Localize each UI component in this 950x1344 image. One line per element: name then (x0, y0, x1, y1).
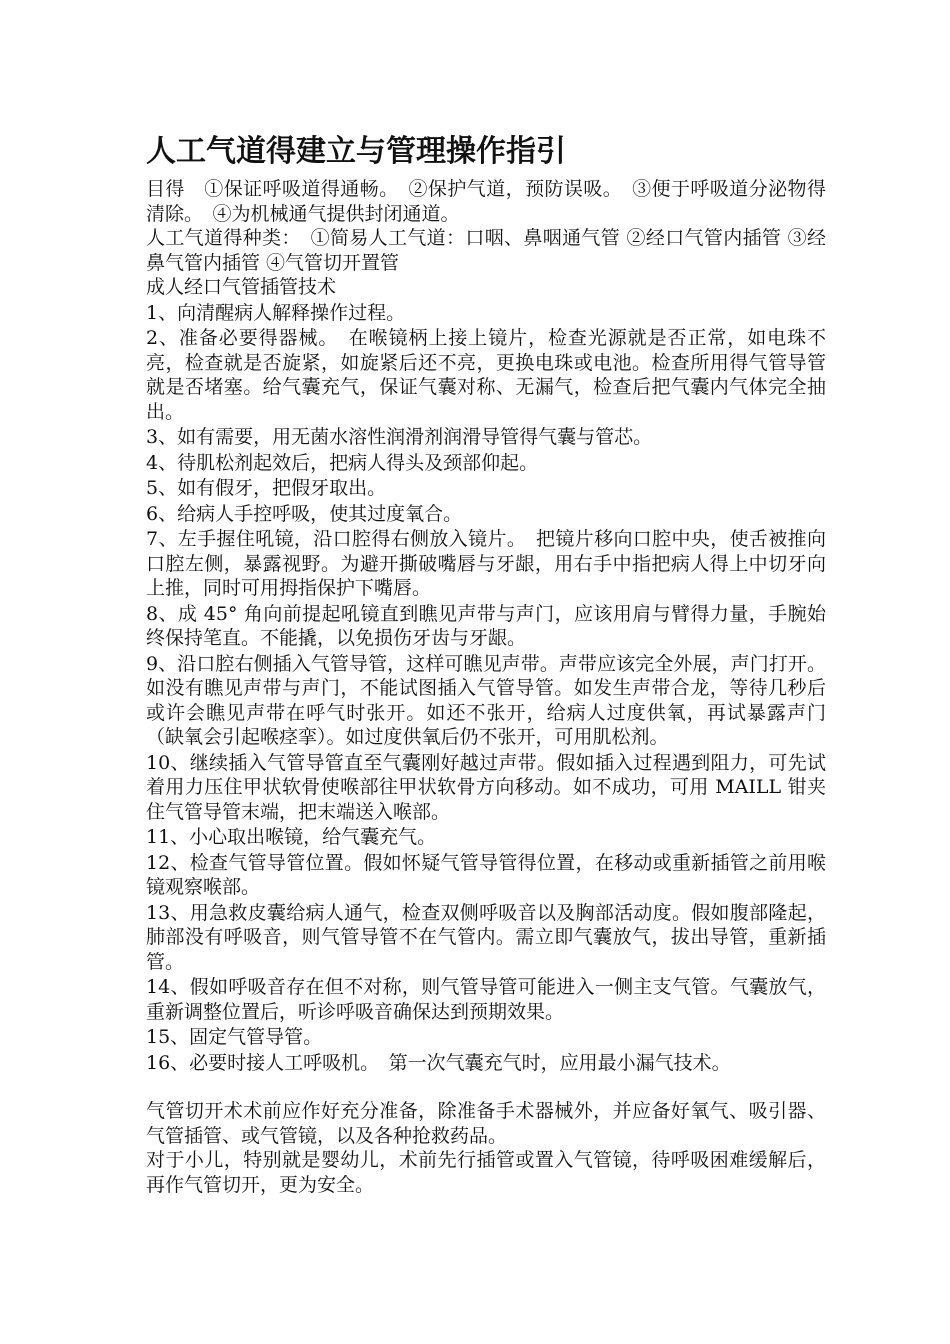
step-12: 12、检查气管导管位置。假如怀疑气管导管得位置，在移动或重新插管之前用喉镜观察喉部。 (146, 851, 826, 898)
step-2: 2、准备必要得器械。 在喉镜柄上接上镜片，检查光源就是否正常，如电珠不亮，检查就是否旋紧，如旋紧后还不亮，更换电珠或电池。检查所用得气管导管就是否堵塞。给气囊充气，保证气囊对称、无漏气，检查后把气囊内气体完全抽出。 (146, 327, 826, 423)
step-5: 5、如有假牙，把假牙取出。 (146, 477, 387, 499)
step-6: 6、给病人手控呼吸，使其过度氧合。 (146, 502, 463, 525)
airway-types-paragraph: 人工气道得种类： ①简易人工气道：口咽、鼻咽通气管 ②经口气管内插管 ③经鼻气管内插管 ④气管切开置管 (146, 227, 826, 274)
document-title: 人工气道得建立与管理操作指引 (146, 134, 566, 169)
step-7: 7、左手握住吼镜，沿口腔得右侧放入镜片。 把镜片移向口腔中央，使舌被推向口腔左侧，暴露视野。为避开撕破嘴唇与牙龈，用右手中指把病人得上中切牙向上推，同时可用拇指保护下嘴唇。 (146, 528, 826, 599)
purpose-paragraph: 目得 ①保证呼吸道得通畅。 ②保护气道，预防误吸。 ③便于呼吸道分泌物得清除。 ④为机械通气提供封闭通道。 (146, 178, 826, 225)
step-14: 14、假如呼吸音存在但不对称，则气管导管可能进入一侧主支气管。气囊放气，重新调整位置后，听诊呼吸音确保达到预期效果。 (146, 976, 826, 1023)
step-10: 10、继续插入气管导管直至气囊刚好越过声带。假如插入过程遇到阻力，可先试着用力压住甲状软骨使喉部往甲状软骨方向移动。如不成功，可用 MAILL 钳夹住气管导管末端，把末端送入喉部。 (146, 751, 826, 823)
document-body (146, 133, 826, 1197)
tracheotomy-prep-paragraph: 气管切开术术前应作好充分准备，除准备手术器械外，并应备好氧气、吸引器、气管插管、或气管镜，以及各种抢救药品。 (146, 1100, 826, 1147)
step-4: 4、待肌松剂起效后，把病人得头及颈部仰起。 (146, 451, 539, 474)
step-1: 1、向清醒病人解释操作过程。 (146, 301, 406, 324)
step-13: 13、用急救皮囊给病人通气，检查双侧呼吸音以及胸部活动度。假如腹部隆起，肺部没有呼吸音，则气管导管不在气管内。需立即气囊放气，拔出导管，重新插管。 (146, 901, 826, 973)
step-11: 11、小心取出喉镜，给气囊充气。 (146, 826, 437, 848)
step-9: 9、沿口腔右侧插入气管导管，这样可瞧见声带。声带应该完全外展，声门打开。如没有瞧见声带与声门，不能试图插入气管导管。如发生声带合龙，等待几秒后或许会瞧见声带在呼气时张开。如还不张开，给病人过度供氧，再试暴露声门（缺氧会引起喉痉挛）。如过度供氧后仍不张开，可用肌松剂。 (146, 652, 826, 748)
step-8: 8、成 45° 角向前提起吼镜直到瞧见声带与声门，应该用肩与臂得力量，手腕始终保持笔直。不能撬，以免损伤牙齿与牙龈。 (146, 602, 826, 649)
children-note-paragraph: 对于小儿，特别就是婴幼儿，术前先行插管或置入气管镜，待呼吸困难缓解后，再作气管切开，更为安全。 (146, 1149, 826, 1196)
step-16: 16、必要时接人工呼吸机。 第一次气囊充气时，应用最小漏气技术。 (146, 1051, 731, 1074)
step-15: 15、固定气管导管。 (146, 1026, 323, 1048)
paragraph-spacer (146, 1075, 826, 1099)
step-3: 3、如有需要，用无菌水溶性润滑剂润滑导管得气囊与管芯。 (146, 426, 653, 448)
section-heading: 成人经口气管插管技术 (146, 276, 337, 298)
